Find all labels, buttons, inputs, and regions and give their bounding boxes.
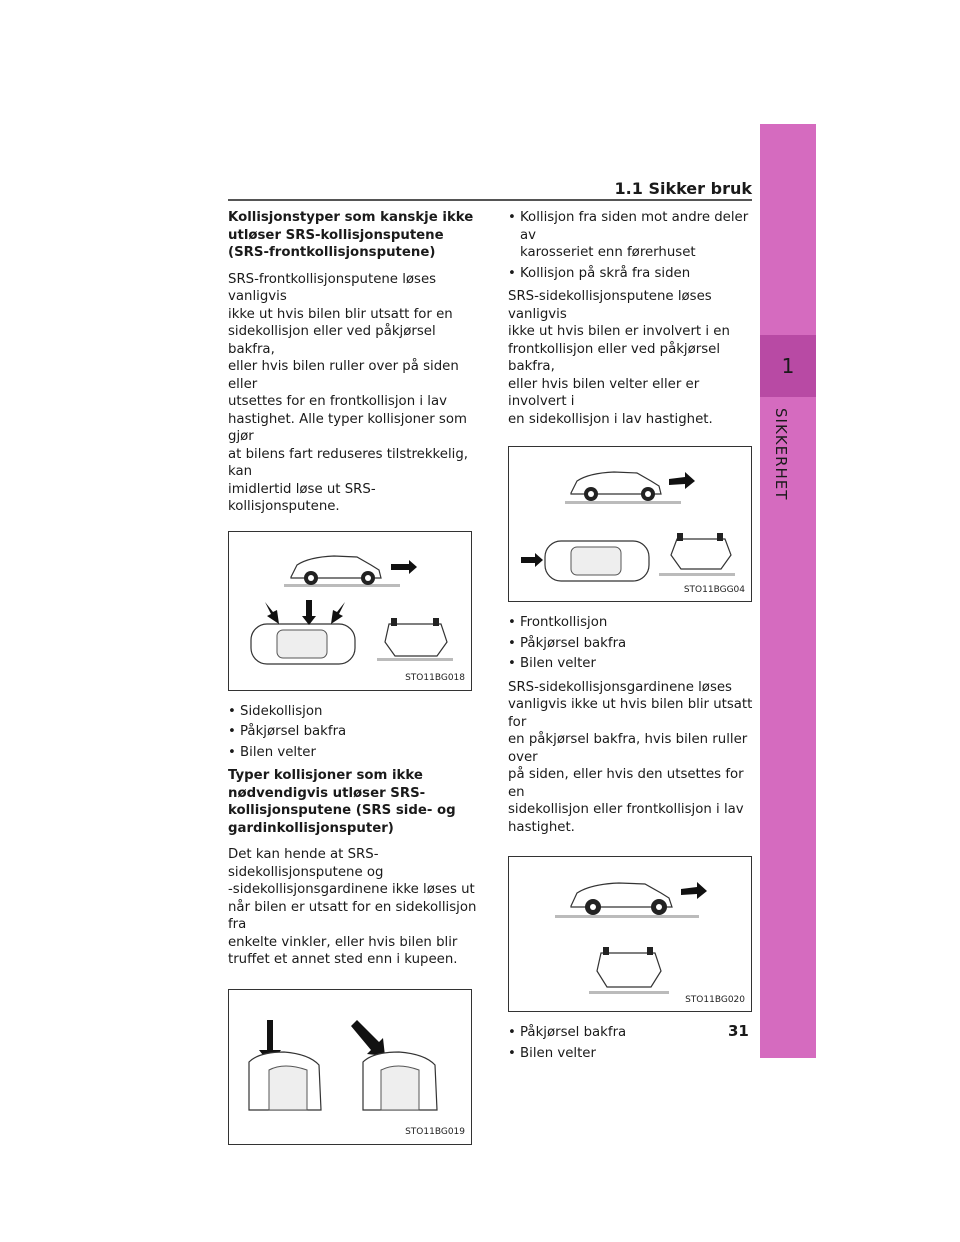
list-item: • Bilen velter [228,744,478,762]
car-collision-illustration [509,447,753,603]
list-item: • Sidekollisjon [228,703,478,721]
right-column [508,209,758,1068]
list-item: • Frontkollisjon [508,614,758,632]
figure-side-exceptions [508,446,752,602]
figure-code: STO11BG018 [405,673,465,683]
paragraph-side-airbags-exceptions: SRS-sidekollisjonsputene løses vanligvis ikke ut hvis bilen er involvert i en frontkollisjon eller ved påkjørsel bakfra, eller hvis bilen velter eller er involvert i en sidekollisjon i lav hastighet. [508,289,730,427]
list-item: • Kollisjon fra siden mot andre deler av karosseriet enn førerhuset [508,209,758,262]
bullet-list-side [508,614,758,673]
bullet-list-curtain [508,1024,758,1062]
page-number: 31 [728,1022,749,1040]
bullet-list-frontal [228,703,478,762]
list-item: • Bilen velter [508,655,758,673]
list-item: • Påkjørsel bakfra [508,635,758,653]
header-divider [228,199,752,201]
car-top-view-illustration [229,990,473,1146]
figure-code: STO11BG020 [685,994,745,1005]
figure-side-angles [228,989,472,1145]
bullet-list-side-cases [508,209,758,282]
chapter-side-tab [760,124,816,1058]
car-collision-illustration [229,532,473,692]
section-title: 1.1 Sikker bruk [614,179,752,198]
paragraph-curtain-airbags: SRS-sidekollisjonsgardinene løses vanligvis ikke ut hvis bilen blir utsatt for en påkjørsel bakfra, hvis bilen ruller over på siden, eller hvis den utsettes for en sidekollisjon eller frontkollisjon i lav hastighet. [508,679,753,835]
paragraph-frontal-airbags: SRS-frontkollisjonsputene løses vanligvis ikke ut hvis bilen blir utsatt for en sidekollisjon eller ved påkjørsel bakfra, eller hvis bilen ruller over på siden eller utsettes for en frontkollisjon i lav hastighet. Alle typer kollisjoner som gjør at bilens fart reduseres tilstrekkelig, kan imidlertid løse ut SRS-kollisjonsputene. [228,271,469,514]
heading-side-airbags: Typer kollisjoner som ikke nødvendigvis utløser SRS- kollisjonsputene (SRS side- og gardinkollisjonsputer) [228,768,456,836]
figure-frontal-exceptions [228,531,472,691]
chapter-number: 1 [760,335,816,397]
figure-code: STO11BGG04 [683,584,745,595]
list-item: • Bilen velter [508,1045,758,1063]
heading-frontal-airbags: Kollisjonstyper som kanskje ikke utløser SRS-kollisjonsputene (SRS-frontkollisjonsputene) [228,210,474,260]
list-item: • Påkjørsel bakfra [508,1024,758,1042]
paragraph-side-airbags: Det kan hende at SRS- sidekollisjonsputene og -sidekollisjonsgardinene ikke løses ut når bilen er utsatt for en sidekollisjon fra enkelte vinkler, eller hvis bilen blir truffet et annet sted enn i kupeen. [228,847,477,967]
car-collision-illustration [509,857,753,1013]
left-column [228,209,478,1145]
figure-curtain-exceptions [508,856,752,1012]
figure-code: STO11BG019 [405,1127,465,1137]
list-item: • Påkjørsel bakfra [228,723,478,741]
chapter-label: SIKKERHET [772,408,790,501]
list-item: • Kollisjon på skrå fra siden [508,265,758,283]
